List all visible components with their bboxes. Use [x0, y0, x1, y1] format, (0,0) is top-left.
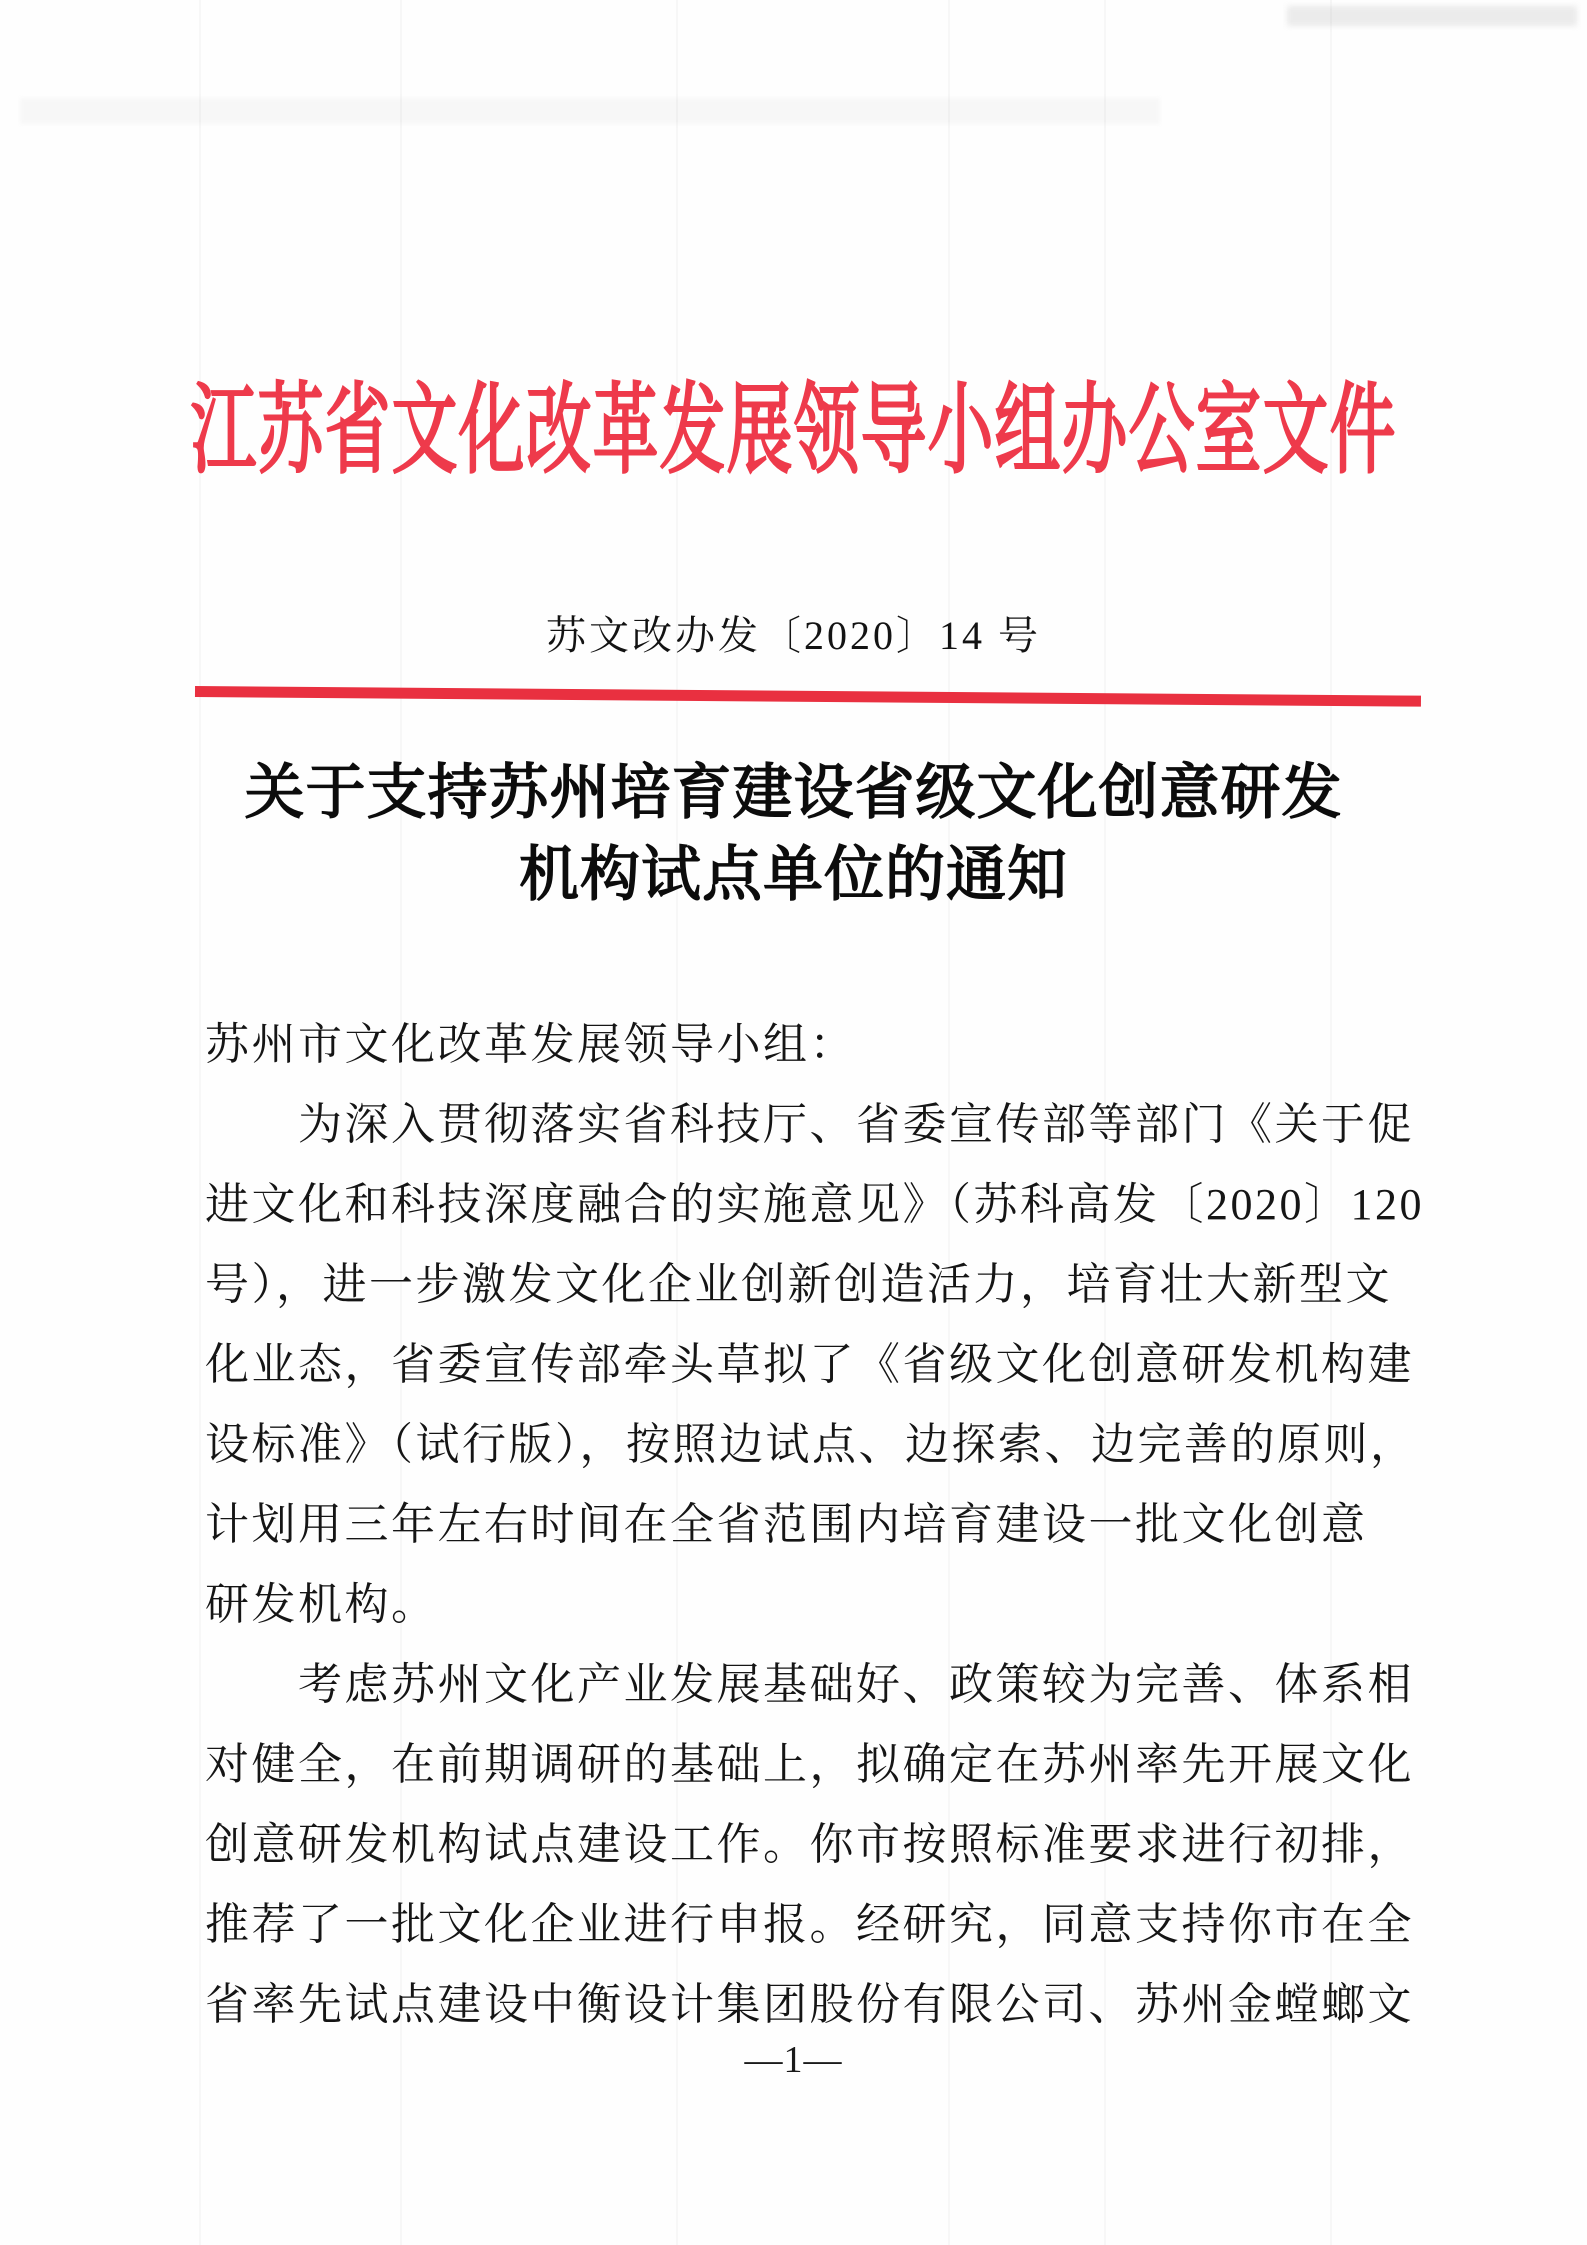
- document-title-line1: 关于支持苏州培育建设省级文化创意研发: [244, 760, 1343, 826]
- body-line: 化业态，省委宣传部牵头草拟了《省级文化创意研发机构建: [205, 1340, 1414, 1389]
- scan-artifact-smudge: [1287, 6, 1577, 26]
- document-title: [0, 752, 1587, 916]
- body-line: 考虑苏州文化产业发展基础好、政策较为完善、体系相: [298, 1660, 1414, 1709]
- scan-artifact-smudge: [20, 98, 1160, 124]
- body-line: 计划用三年左右时间在全省范围内培育建设一批文化创意: [205, 1500, 1368, 1549]
- body-line: 省率先试点建设中衡设计集团股份有限公司、苏州金螳螂文: [205, 1980, 1414, 2029]
- document-title-line2: 机构试点单位的通知: [519, 842, 1068, 908]
- document-body: [205, 1005, 1445, 2045]
- body-line: 创意研发机构试点建设工作。你市按照标准要求进行初排，: [205, 1820, 1414, 1869]
- body-line: 为深入贯彻落实省科技厅、省委宣传部等部门《关于促: [298, 1100, 1414, 1149]
- body-line: 研发机构。: [205, 1580, 438, 1629]
- page-number: —1—: [744, 2039, 843, 2081]
- body-line: 对健全，在前期调研的基础上，拟确定在苏州率先开展文化: [205, 1740, 1414, 1789]
- scan-artifact-line: [199, 0, 201, 2245]
- body-line: 推荐了一批文化企业进行申报。经研究，同意支持你市在全: [205, 1900, 1414, 1949]
- document-number: 苏文改办发〔2020〕14 号: [546, 613, 1041, 658]
- document-header-org-title: 江苏省文化改革发展领导小组办公室文件: [190, 377, 1397, 487]
- body-line: 号），进一步激发文化企业创新创造活力，培育壮大新型文: [205, 1260, 1392, 1309]
- salutation-line: 苏州市文化改革发展领导小组：: [205, 1020, 856, 1069]
- body-line: 进文化和科技深度融合的实施意见》（苏科高发〔2020〕120: [205, 1180, 1424, 1229]
- red-divider-line: [195, 686, 1421, 707]
- body-line: 设标准》（试行版），按照边试点、边探索、边完善的原则，: [205, 1420, 1417, 1469]
